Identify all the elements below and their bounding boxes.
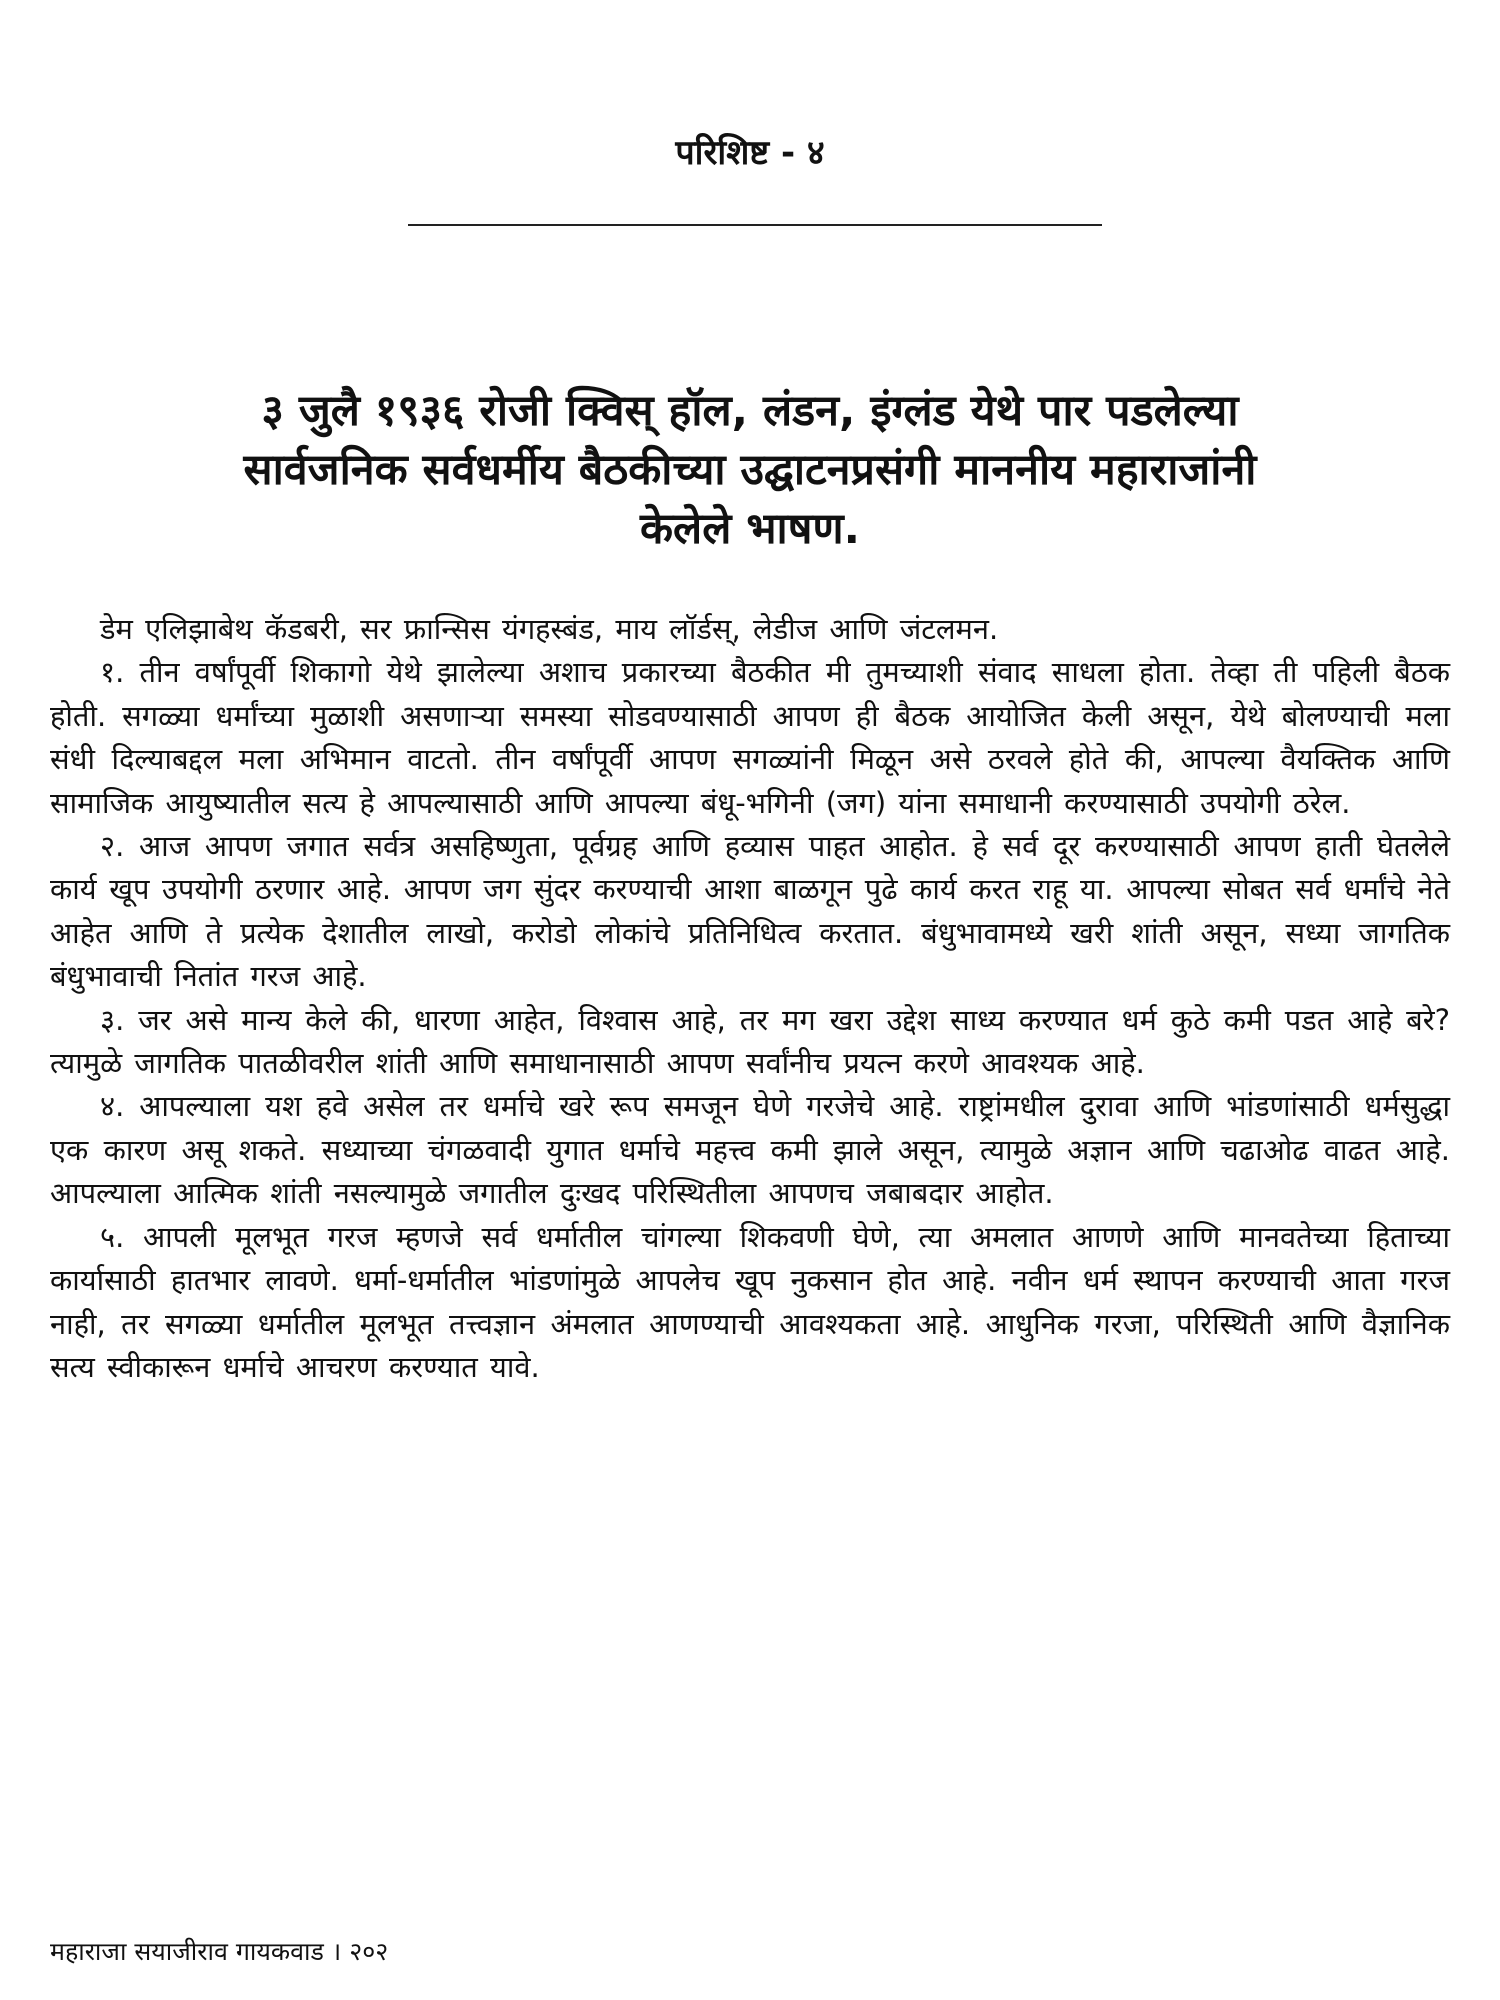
paragraph-3: ३. जर असे मान्य केले की, धारणा आहेत, विश्वास आहे, तर मग खरा उद्देश साध्य करण्यात धर्म कुठे कमी पडत आहे बरे? त्यामुळे जागतिक पातळीवरील शांती आणि समाधानासाठी आपण सर्वांनीच प्रयत्न करणे आवश्यक आहे.: [50, 1002, 1450, 1081]
title-underline: [408, 224, 1102, 226]
heading-line: सार्वजनिक सर्वधर्मीय बैठकीच्या उद्घाटनप्रसंगी माननीय महाराजांनी: [243, 445, 1257, 495]
heading-line: केलेले भाषण.: [640, 504, 860, 554]
paragraph-2: २. आज आपण जगात सर्वत्र असहिष्णुता, पूर्वग्रह आणि हव्यास पाहत आहोत. हे सर्व दूर करण्यासाठी आपण हाती घेतलेले कार्य खूप उपयोगी ठरणार आहे. आपण जग सुंदर करण्याची आशा बाळगून पुढे कार्य करत राहू या. आपल्या सोबत सर्व धर्मांचे नेते आहेत आणि ते प्रत्येक देशातील लाखो, करोडो लोकांचे प्रतिनिधित्व करतात. बंधुभावामध्ये खरी शांती असून, सध्या जागतिक बंधुभावाची नितांत गरज आहे.: [50, 829, 1450, 994]
paragraph-1: १. तीन वर्षांपूर्वी शिकागो येथे झालेल्या अशाच प्रकारच्या बैठकीत मी तुमच्याशी संवाद साधला होता. तेव्हा ती पहिली बैठक होती. सगळ्या धर्मांच्या मुळाशी असणाऱ्या समस्या सोडवण्यासाठी आपण ही बैठक आयोजित केली असून, येथे बोलण्याची मला संधी दिल्याबद्दल मला अभिमान वाटतो. तीन वर्षांपूर्वी आपण सगळ्यांनी मिळून असे ठरवले होते की, आपल्या वैयक्तिक आणि सामाजिक आयुष्यातील सत्य हे आपल्यासाठी आणि आपल्या बंधू-भगिनी (जग) यांना समाधानी करण्यासाठी उपयोगी ठरेल.: [50, 655, 1450, 820]
speech-heading: [55, 382, 1445, 559]
salutation: डेम एलिझाबेथ कॅडबरी, सर फ्रान्सिस यंगहस्बंड, माय लॉर्डस्, लेडीज आणि जंटलमन.: [100, 612, 999, 646]
heading-line: ३ जुलै १९३६ रोजी क्विस् हॉल, लंडन, इंग्लंड येथे पार पडलेल्या: [261, 386, 1239, 436]
page-footer: महाराजा सयाजीराव गायकवाड । २०२: [50, 1937, 389, 1966]
appendix-title: परिशिष्ट - ४: [675, 133, 825, 173]
paragraph-5: ५. आपली मूलभूत गरज म्हणजे सर्व धर्मातील चांगल्या शिकवणी घेणे, त्या अमलात आणणे आणि मानवतेच्या हिताच्या कार्यासाठी हातभार लावणे. धर्मा-धर्मातील भांडणांमुळे आपलेच खूप नुकसान होत आहे. नवीन धर्म स्थापन करण्याची आता गरज नाही, तर सगळ्या धर्मातील मूलभूत तत्त्वज्ञान अंमलात आणण्याची आवश्यकता आहे. आधुनिक गरजा, परिस्थिती आणि वैज्ञानिक सत्य स्वीकारून धर्माचे आचरण करण्यात यावे.: [50, 1219, 1450, 1384]
speech-body: [50, 608, 1450, 1389]
paragraph-4: ४. आपल्याला यश हवे असेल तर धर्माचे खरे रूप समजून घेणे गरजेचे आहे. राष्ट्रांमधील दुरावा आणि भांडणांसाठी धर्मसुद्धा एक कारण असू शकते. सध्याच्या चंगळवादी युगात धर्माचे महत्त्व कमी झाले असून, त्यामुळे अज्ञान आणि चढाओढ वाढत आहे. आपल्याला आत्मिक शांती नसल्यामुळे जगातील दुःखद परिस्थितीला आपणच जबाबदार आहोत.: [50, 1089, 1450, 1211]
